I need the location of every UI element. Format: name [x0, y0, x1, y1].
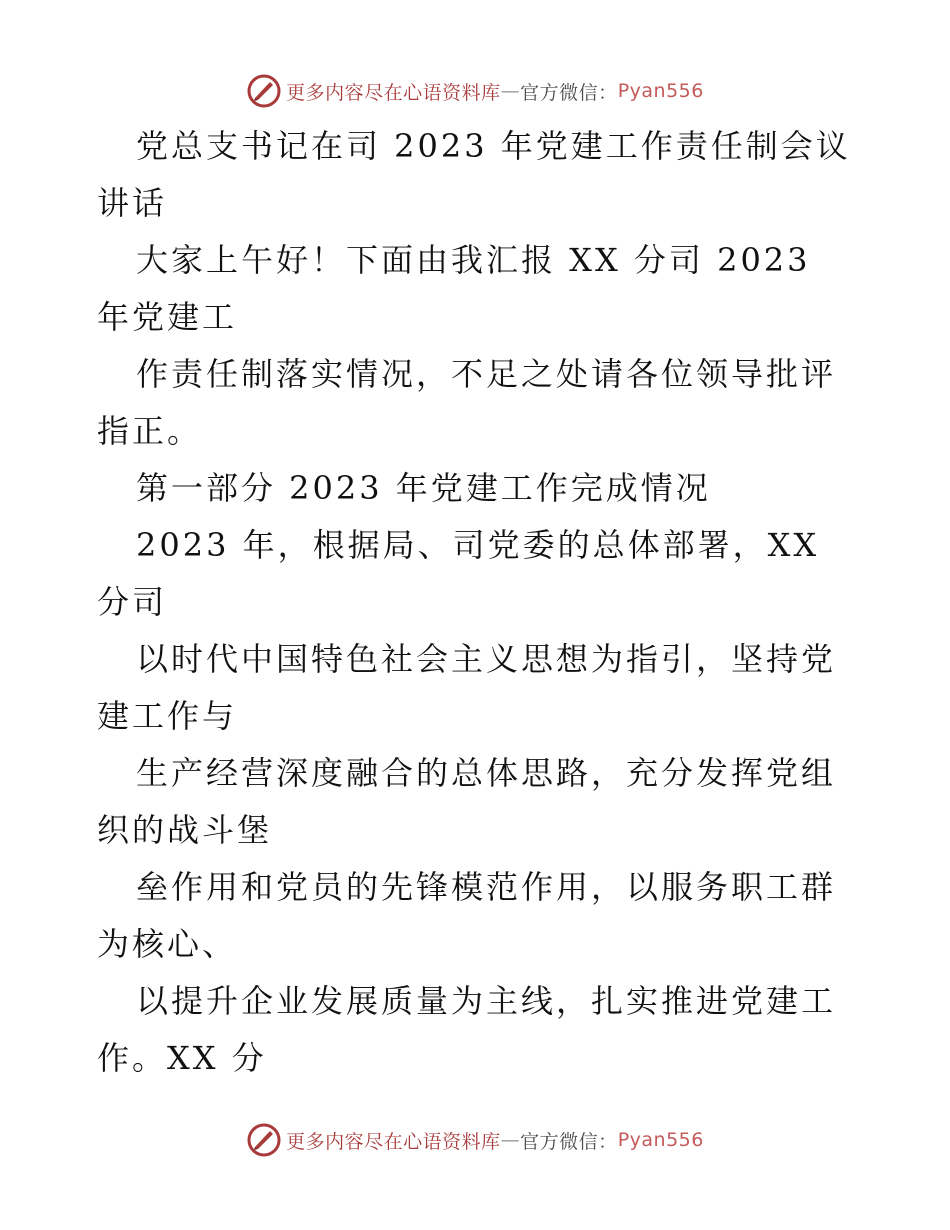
paragraph: 作责任制落实情况，不足之处请各位领导批评指正。 [97, 355, 837, 450]
footer-watermark [0, 1120, 950, 1160]
header-watermark [0, 71, 950, 111]
watermark-contact-id: Pyan556 [617, 1129, 704, 1151]
watermark-main-text: 更多内容尽在心语资料库 [286, 1130, 501, 1153]
watermark-dash: — [500, 80, 521, 102]
paragraph: 以时代中国特色社会主义思想为指引，坚持党建工作与 [97, 640, 837, 735]
section-heading: 第一部分 2023 年党建工作完成情况 [136, 469, 711, 507]
paragraph: 垒作用和党员的先锋模范作用，以服务职工群为核心、 [97, 868, 837, 963]
paragraph: 以提升企业发展质量为主线，扎实推进党建工作。XX 分 [97, 982, 837, 1077]
paragraph: 生产经营深度融合的总体思路，充分发挥党组织的战斗堡 [97, 754, 837, 849]
document-body [97, 118, 857, 1087]
watermark-contact-label: 官方微信： [520, 1130, 618, 1153]
document-title: 党总支书记在司 2023 年党建工作责任制会议讲话 [97, 127, 851, 222]
quill-seal-icon [246, 73, 282, 109]
paragraph: 2023 年，根据局、司党委的总体部署，XX 分司 [97, 526, 820, 621]
paragraph: 大家上午好！下面由我汇报 XX 分司 2023 年党建工 [97, 241, 811, 336]
quill-seal-icon [246, 1122, 282, 1158]
watermark-contact-label: 官方微信： [520, 81, 618, 104]
watermark-main-text: 更多内容尽在心语资料库 [286, 81, 501, 104]
watermark-contact-id: Pyan556 [617, 80, 704, 102]
watermark-dash: — [500, 1129, 521, 1151]
